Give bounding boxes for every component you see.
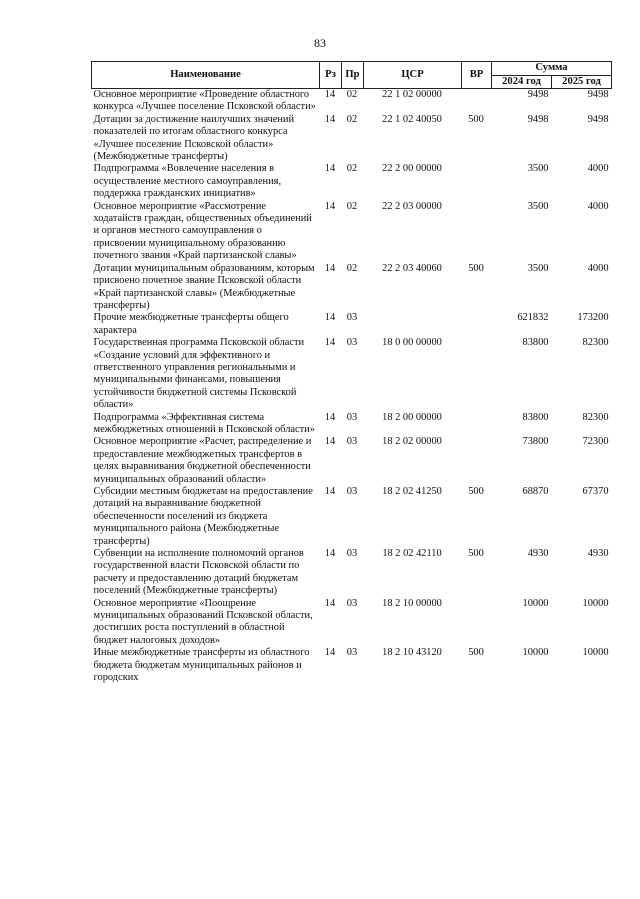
row-rz: 14 bbox=[324, 337, 336, 349]
row-name: Иные межбюджетные трансферты из областного бюджета бюджетам муниципальных районов и городских bbox=[93, 647, 310, 684]
table-row bbox=[92, 412, 612, 437]
row-vr: 500 bbox=[468, 113, 484, 125]
row-pr: 03 bbox=[346, 312, 358, 324]
row-vr bbox=[462, 312, 492, 337]
row-sum-2024: 73800 bbox=[522, 436, 549, 448]
row-vr bbox=[462, 89, 492, 114]
row-name: Прочие межбюджетные трансферты общего характера bbox=[93, 312, 289, 336]
row-sum-2024: 4930 bbox=[527, 548, 549, 560]
row-name: Дотации муниципальным образованиям, которым присвоено почетное звание Псковской области «Край партизанской славы» (Межбюджетные трансферты) bbox=[93, 262, 315, 311]
table-row bbox=[92, 312, 612, 337]
row-name: Основное мероприятие «Проведение областного конкурса «Лучшее поселение Псковской области» bbox=[93, 89, 316, 113]
row-sum-2025: 10000 bbox=[582, 597, 609, 609]
row-sum-2025: 82300 bbox=[582, 411, 609, 423]
row-name: Основное мероприятие «Поощрение муниципальных образований Псковской области, достигших роста поступлений в областной бюджет налоговых доходов» bbox=[93, 597, 313, 646]
row-rz: 14 bbox=[324, 597, 336, 609]
row-vr bbox=[462, 337, 492, 411]
row-name: Государственная программа Псковской области «Создание условий для эффективного и ответственного управления региональными и муниципальными финансами, повышения устойчивости бюджетной системы Псковской области» bbox=[93, 337, 305, 411]
table-body bbox=[92, 89, 612, 685]
row-pr: 02 bbox=[346, 113, 358, 125]
table-header bbox=[92, 62, 612, 89]
row-vr bbox=[462, 598, 492, 648]
row-rz: 14 bbox=[324, 647, 336, 659]
row-sum-2024: 83800 bbox=[522, 337, 549, 349]
row-sum-2024: 10000 bbox=[522, 647, 549, 659]
row-vr bbox=[462, 201, 492, 263]
row-name: Подпрограмма «Эффективная система межбюджетных отношений в Псковской области» bbox=[93, 411, 315, 435]
row-pr: 02 bbox=[346, 200, 358, 212]
row-pr: 03 bbox=[346, 337, 358, 349]
row-sum-2024: 3500 bbox=[527, 262, 549, 274]
row-rz: 14 bbox=[324, 163, 336, 175]
table-row bbox=[92, 436, 612, 486]
header-2025: 2025 год bbox=[552, 75, 612, 89]
row-sum-2025: 173200 bbox=[577, 312, 609, 324]
table-row bbox=[92, 201, 612, 263]
row-sum-2025: 10000 bbox=[582, 647, 609, 659]
row-csr: 22 2 03 00000 bbox=[382, 200, 442, 212]
row-csr: 22 2 03 40060 bbox=[382, 262, 442, 274]
row-name: Дотации за достижение наилучших значений показателей по итогам областного конкурса «Лучшее поселение Псковской области» (Межбюджетные трансферты) bbox=[93, 113, 295, 163]
budget-table bbox=[91, 61, 612, 685]
row-rz: 14 bbox=[324, 89, 336, 100]
row-sum-2025: 72300 bbox=[582, 436, 609, 448]
row-pr: 03 bbox=[346, 486, 358, 497]
row-sum-2025: 4000 bbox=[587, 163, 609, 175]
row-csr: 18 2 02 41250 bbox=[382, 486, 442, 497]
row-pr: 03 bbox=[346, 436, 358, 448]
header-2024: 2024 год bbox=[492, 75, 552, 89]
row-csr: 22 2 00 00000 bbox=[382, 163, 442, 175]
row-sum-2025: 67370 bbox=[582, 486, 609, 497]
row-pr: 02 bbox=[346, 262, 358, 274]
row-vr bbox=[462, 412, 492, 437]
row-rz: 14 bbox=[324, 436, 336, 448]
row-sum-2024: 68870 bbox=[522, 486, 549, 497]
row-rz: 14 bbox=[324, 411, 336, 423]
row-pr: 03 bbox=[346, 411, 358, 423]
table-row bbox=[92, 598, 612, 648]
row-csr: 18 2 02 00000 bbox=[382, 436, 442, 448]
row-name: Субсидии местным бюджетам на предоставление дотаций на выравнивание бюджетной обеспеченности поселений из бюджета муниципального района (Межбюджетные трансферты) bbox=[93, 486, 313, 547]
row-sum-2024: 621832 bbox=[517, 312, 549, 324]
table-row bbox=[92, 337, 612, 411]
row-vr: 500 bbox=[468, 647, 484, 659]
row-sum-2024: 9498 bbox=[527, 89, 549, 100]
row-sum-2025: 82300 bbox=[582, 337, 609, 349]
table-row bbox=[92, 486, 612, 548]
row-rz: 14 bbox=[324, 312, 336, 324]
row-sum-2025: 9498 bbox=[587, 89, 609, 100]
row-csr: 22 1 02 40050 bbox=[382, 113, 442, 125]
row-sum-2024: 10000 bbox=[522, 597, 549, 609]
row-pr: 02 bbox=[346, 163, 358, 175]
row-csr: 18 2 02 42110 bbox=[382, 548, 442, 560]
header-sum: Сумма bbox=[492, 62, 612, 76]
row-rz: 14 bbox=[324, 113, 336, 125]
row-csr: 18 2 00 00000 bbox=[382, 411, 442, 423]
row-name: Субвенции на исполнение полномочий органов государственной власти Псковской области по расчету и предоставлению дотаций бюджетам поселений (Межбюджетные трансферты) bbox=[93, 548, 304, 597]
row-csr: 18 0 00 00000 bbox=[382, 337, 442, 349]
table-row bbox=[92, 89, 612, 114]
header-csr: ЦСР bbox=[364, 62, 462, 89]
table-row bbox=[92, 163, 612, 200]
row-sum-2024: 9498 bbox=[527, 113, 549, 125]
row-sum-2025: 4000 bbox=[587, 262, 609, 274]
row-sum-2024: 3500 bbox=[527, 163, 549, 175]
row-sum-2025: 4000 bbox=[587, 200, 609, 212]
table-row bbox=[92, 263, 612, 313]
page-number: 83 bbox=[314, 36, 326, 50]
header-vr: ВР bbox=[462, 62, 492, 89]
table-row bbox=[92, 114, 612, 164]
row-rz: 14 bbox=[324, 262, 336, 274]
row-vr: 500 bbox=[468, 262, 484, 274]
row-csr bbox=[364, 312, 462, 337]
row-pr: 03 bbox=[346, 548, 358, 560]
row-vr bbox=[462, 436, 492, 486]
row-csr: 22 1 02 00000 bbox=[382, 89, 442, 100]
row-csr: 18 2 10 43120 bbox=[382, 647, 442, 659]
row-name: Основное мероприятие «Рассмотрение ходатайств граждан, общественных объединений и органов местного самоуправления о присвоении муниципальному образованию почетного звания «Край партизанской славы» bbox=[93, 200, 312, 262]
header-pr: Пр bbox=[342, 62, 364, 89]
row-csr: 18 2 10 00000 bbox=[382, 597, 442, 609]
row-sum-2025: 9498 bbox=[587, 113, 609, 125]
header-name: Наименование bbox=[92, 62, 320, 89]
row-sum-2024: 83800 bbox=[522, 411, 549, 423]
row-sum-2024: 3500 bbox=[527, 200, 549, 212]
row-vr bbox=[462, 163, 492, 200]
row-sum-2025: 4930 bbox=[587, 548, 609, 560]
header-rz: Рз bbox=[320, 62, 342, 89]
row-rz: 14 bbox=[324, 200, 336, 212]
row-rz: 14 bbox=[324, 548, 336, 560]
row-vr: 500 bbox=[468, 486, 484, 497]
row-name: Основное мероприятие «Расчет, распределение и предоставление межбюджетных трансфертов в целях выравнивания бюджетной обеспеченности муниципальных образований области» bbox=[93, 436, 312, 485]
row-pr: 02 bbox=[346, 89, 358, 100]
row-pr: 03 bbox=[346, 647, 358, 659]
row-name: Подпрограмма «Вовлечение населения в осуществление местного самоуправления, поддержка гражданских инициатив» bbox=[93, 163, 282, 200]
table-row bbox=[92, 647, 612, 684]
row-rz: 14 bbox=[324, 486, 336, 497]
row-pr: 03 bbox=[346, 597, 358, 609]
table-row bbox=[92, 548, 612, 598]
row-vr: 500 bbox=[468, 548, 484, 560]
